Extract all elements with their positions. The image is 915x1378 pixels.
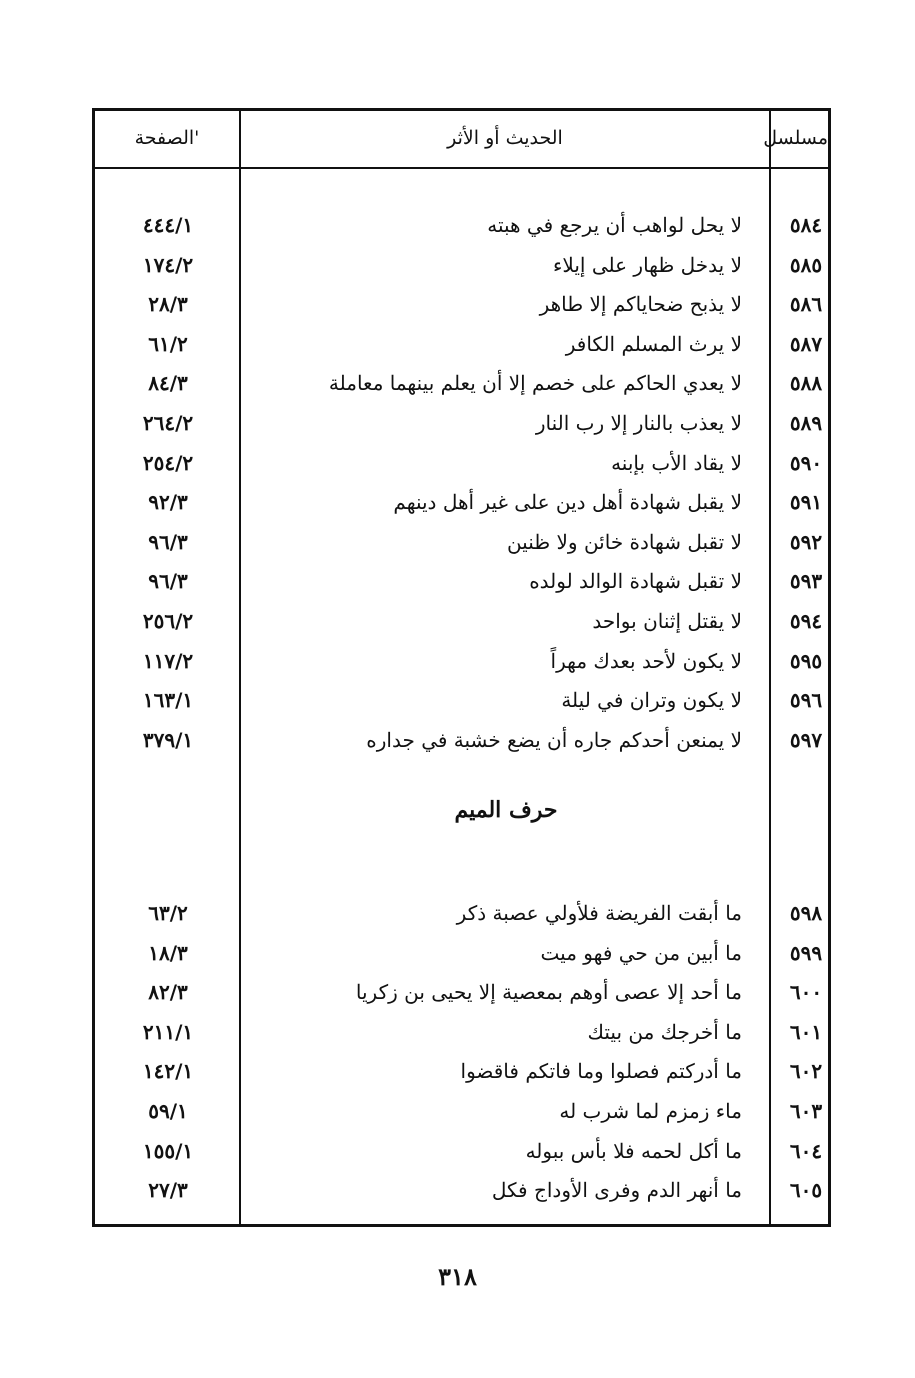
row-hadith-text: ماء زمزم لما شرب له — [559, 1099, 742, 1123]
table-row — [95, 1051, 834, 1091]
row-serial: ٥٩١ — [789, 490, 823, 515]
row-page-ref: ١٧٤/٢ — [142, 252, 194, 277]
table-row — [95, 245, 834, 285]
table-row — [95, 1012, 834, 1052]
table-row — [95, 403, 834, 443]
table-row — [95, 601, 834, 641]
row-serial: ٥٩٢ — [789, 529, 823, 554]
row-page-ref: ١٤٢/١ — [142, 1059, 194, 1084]
row-page-ref: ٢٦٤/٢ — [142, 411, 194, 435]
row-page-ref: ٥٩/١ — [148, 1099, 188, 1123]
row-serial: ٦٠٣ — [789, 1099, 823, 1123]
row-serial: ٥٨٥ — [789, 252, 823, 277]
table-row — [95, 443, 834, 483]
row-hadith-text: لا يدخل ظهار على إيلاء — [553, 252, 742, 277]
row-hadith-text: ما أخرجك من بيتك — [587, 1019, 742, 1044]
header-serial: مسلسل — [763, 127, 828, 149]
row-serial: ٥٨٤ — [789, 213, 823, 237]
row-page-ref: ٩٢/٣ — [148, 490, 188, 515]
row-serial: ٦٠٤ — [789, 1138, 823, 1163]
row-serial: ٥٩٣ — [789, 569, 823, 594]
table-row — [95, 1131, 834, 1171]
row-page-ref: ٢٥٦/٢ — [142, 609, 194, 633]
row-serial: ٥٩٨ — [789, 901, 823, 925]
table-row — [95, 205, 834, 245]
row-serial: ٥٩٤ — [789, 609, 823, 633]
row-page-ref: ١٨/٣ — [148, 940, 188, 965]
row-hadith-text: لا يرث المسلم الكافر — [565, 331, 742, 356]
row-hadith-text: لا تقبل شهادة الوالد لولده — [529, 569, 742, 594]
table-row — [95, 893, 834, 933]
table-row — [95, 720, 834, 760]
row-page-ref: ٢٧/٣ — [148, 1178, 188, 1203]
row-hadith-text: لا يقبل شهادة أهل دين على غير أهل دينهم — [393, 490, 742, 515]
row-hadith-text: لا يكون لأحد بعدك مهراً — [550, 648, 742, 673]
section-heading: حرف الميم — [454, 797, 558, 823]
row-hadith-text: لا يعذب بالنار إلا رب النار — [535, 411, 742, 435]
row-hadith-text: لا تقبل شهادة خائن ولا ظنين — [506, 529, 742, 554]
header-page: 'الصفحة — [134, 127, 200, 149]
table-row — [95, 933, 834, 973]
row-hadith-text: لا يقاد الأب بإبنه — [611, 450, 742, 475]
row-hadith-text: لا يذبح ضحاياكم إلا طاهر — [539, 292, 742, 317]
row-serial: ٥٩٦ — [789, 688, 823, 713]
header-divider — [95, 167, 828, 169]
row-hadith-text: لا يكون وتران في ليلة — [561, 688, 742, 713]
row-page-ref: ٢٨/٣ — [148, 292, 188, 317]
table-row — [95, 284, 834, 324]
page-number: ٣١٨ — [438, 1262, 477, 1291]
table-row — [95, 972, 834, 1012]
row-serial: ٦٠٢ — [789, 1059, 823, 1084]
row-serial: ٥٩٧ — [789, 727, 823, 752]
row-hadith-text: ما أدركتم فصلوا وما فاتكم فاقضوا — [460, 1059, 742, 1084]
row-serial: ٥٩٥ — [789, 648, 823, 673]
row-page-ref: ٦١/٢ — [148, 331, 188, 356]
row-serial: ٥٨٧ — [789, 331, 823, 356]
row-hadith-text: ما أكل لحمه فلا بأس ببوله — [525, 1138, 742, 1163]
row-serial: ٦٠١ — [789, 1019, 823, 1044]
row-hadith-text: ما أحد إلا عصى أوهم بمعصية إلا يحيى بن زكريا — [355, 980, 742, 1005]
row-page-ref: ٤٤٤/١ — [142, 213, 194, 237]
table-row — [95, 324, 834, 364]
row-hadith-text: لا يمنعن أحدكم جاره أن يضع خشبة في جداره — [366, 727, 742, 752]
header-hadith: الحديث أو الأثر — [447, 127, 563, 149]
table-row — [95, 522, 834, 562]
row-page-ref: ٦٣/٢ — [148, 901, 188, 925]
row-page-ref: ١١٧/٢ — [142, 648, 194, 673]
row-serial: ٥٨٦ — [789, 292, 823, 317]
row-page-ref: ١٥٥/١ — [142, 1138, 194, 1163]
row-hadith-text: ما أبين من حي فهو ميت — [540, 940, 742, 965]
table-row — [95, 1091, 834, 1131]
row-page-ref: ٨٢/٣ — [148, 980, 188, 1005]
row-hadith-text: لا يحل لواهب أن يرجع في هبته — [487, 213, 742, 237]
row-page-ref: ٩٦/٣ — [148, 569, 188, 594]
row-serial: ٥٩٩ — [789, 940, 823, 965]
row-serial: ٦٠٠ — [789, 980, 823, 1005]
row-serial: ٥٨٨ — [789, 371, 823, 396]
table-row — [95, 1170, 834, 1210]
row-page-ref: ٨٤/٣ — [148, 371, 188, 396]
row-page-ref: ٢٥٤/٢ — [142, 450, 194, 475]
row-page-ref: ١٦٣/١ — [142, 688, 194, 713]
row-serial: ٥٩٠ — [789, 450, 823, 475]
row-hadith-text: لا يقتل إثنان بواحد — [592, 609, 742, 633]
row-page-ref: ٩٦/٣ — [148, 529, 188, 554]
table-row — [95, 482, 834, 522]
row-hadith-text: ما أبقت الفريضة فلأولي عصبة ذكر — [456, 901, 742, 925]
table-row — [95, 363, 834, 403]
row-serial: ٥٨٩ — [789, 411, 823, 435]
row-hadith-text: لا يعدي الحاكم على خصم إلا أن يعلم بينهما معاملة — [328, 371, 742, 396]
index-table — [92, 108, 831, 1227]
table-row — [95, 680, 834, 720]
table-row — [95, 561, 834, 601]
row-hadith-text: ما أنهر الدم وفرى الأوداج فكل — [491, 1178, 742, 1203]
table-row — [95, 641, 834, 681]
row-page-ref: ٣٧٩/١ — [142, 727, 194, 752]
row-page-ref: ٢١١/١ — [142, 1019, 194, 1044]
row-serial: ٦٠٥ — [789, 1178, 823, 1203]
